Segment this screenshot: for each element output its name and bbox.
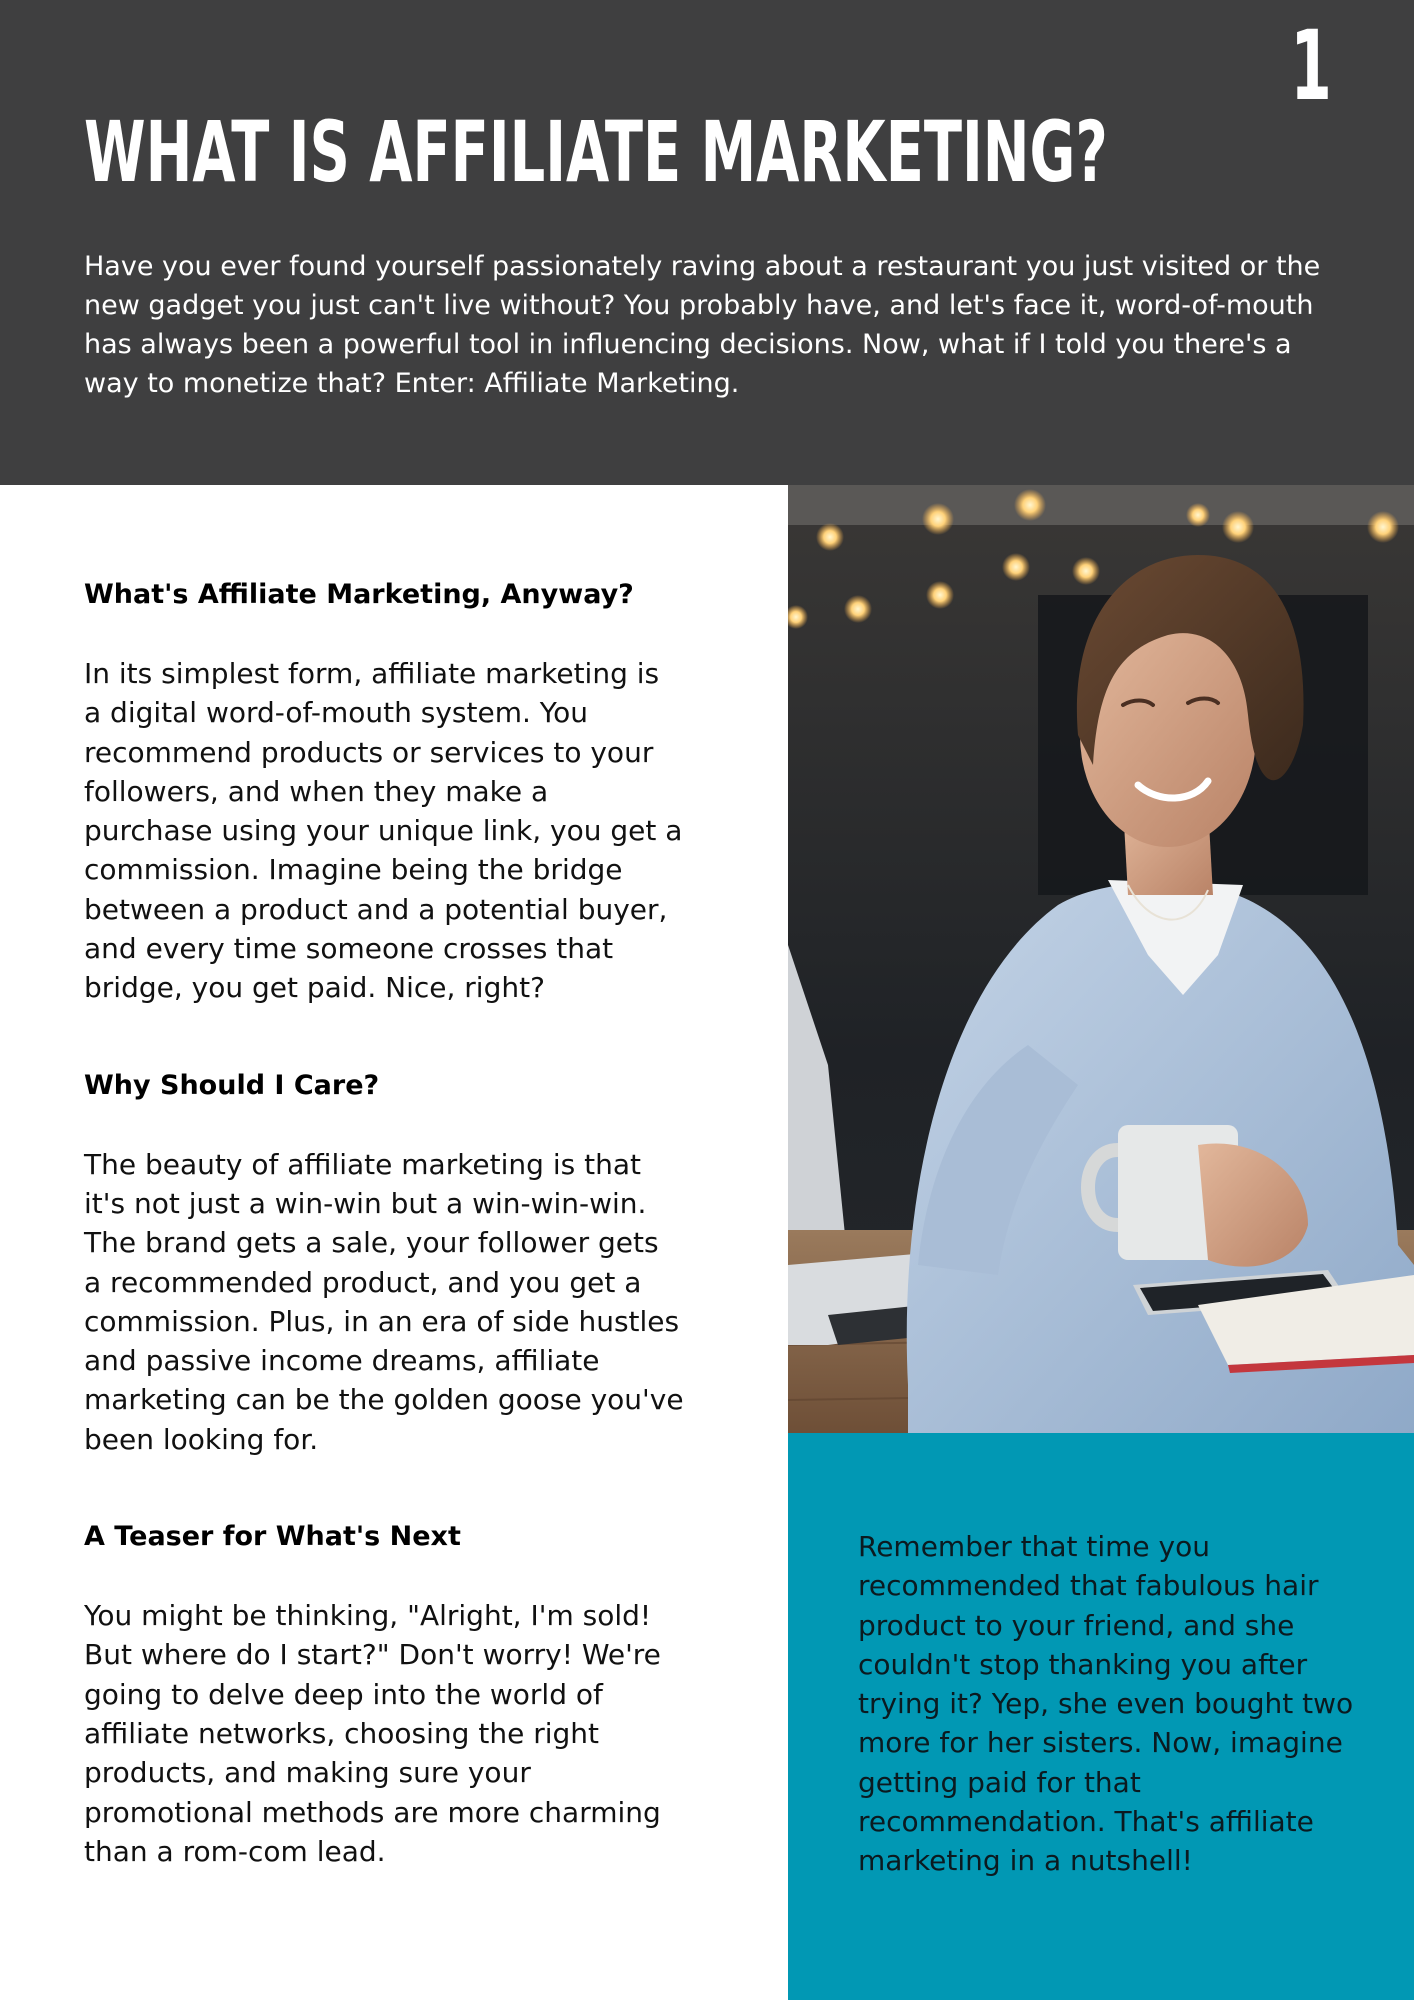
section-what-is [84,575,684,1008]
section-teaser [84,1517,684,1871]
section-body: In its simplest form, affiliate marketing is a digital word-of-mouth system. You recommend products or services to your followers, and when they make a purchase using your unique link, you get a commission. Imagine being the bridge between a product and a potential buyer, and every time someone crosses that bridge, you get paid. Nice, right? [84,657,683,1005]
section-heading: What's Affiliate Marketing, Anyway? [84,579,634,610]
callout-text: Remember that time you recommended that fabulous hair product to your friend, and she couldn't stop thanking you after trying it? Yep, she even bought two more for her sisters. Now, imagine getting paid for that recommendation. That's affiliate marketing in a nutshell! [858,1530,1354,1878]
page-number: 1 [1290,10,1332,122]
section-body: The beauty of affiliate marketing is that it's not just a win-win but a win-win-win. The brand gets a sale, your follower gets a recommended product, and you get a commission. Plus, in an era of side hustles and passive income dreams, affiliate marketing can be the golden goose you've been looking for. [84,1147,684,1456]
callout-panel [788,1433,1414,2000]
photo-illustration [788,485,1414,1433]
header-banner [0,0,1414,485]
section-why-care [84,1066,684,1459]
woman-laptop-photo [788,485,1414,1433]
section-body: You might be thinking, "Alright, I'm sold! But where do I start?" Don't worry! We're going to delve deep into the world of affiliate networks, choosing the right products, and making sure your promotional methods are more charming than a rom-com lead. [84,1599,661,1868]
intro-paragraph: Have you ever found yourself passionately raving about a restaurant you just visited or the new gadget you just can't live without? You probably have, and let's face it, word-of-mouth has always been a powerful tool in influencing decisions. Now, what if I told you there's a way to monetize that? Enter: Affiliate Marketing. [84,251,1321,399]
section-heading: A Teaser for What's Next [84,1521,461,1553]
page-title: WHAT IS AFFILIATE MARKETING? [84,103,1108,201]
section-heading: Why Should I Care? [84,1069,380,1101]
content-column [84,575,684,1871]
